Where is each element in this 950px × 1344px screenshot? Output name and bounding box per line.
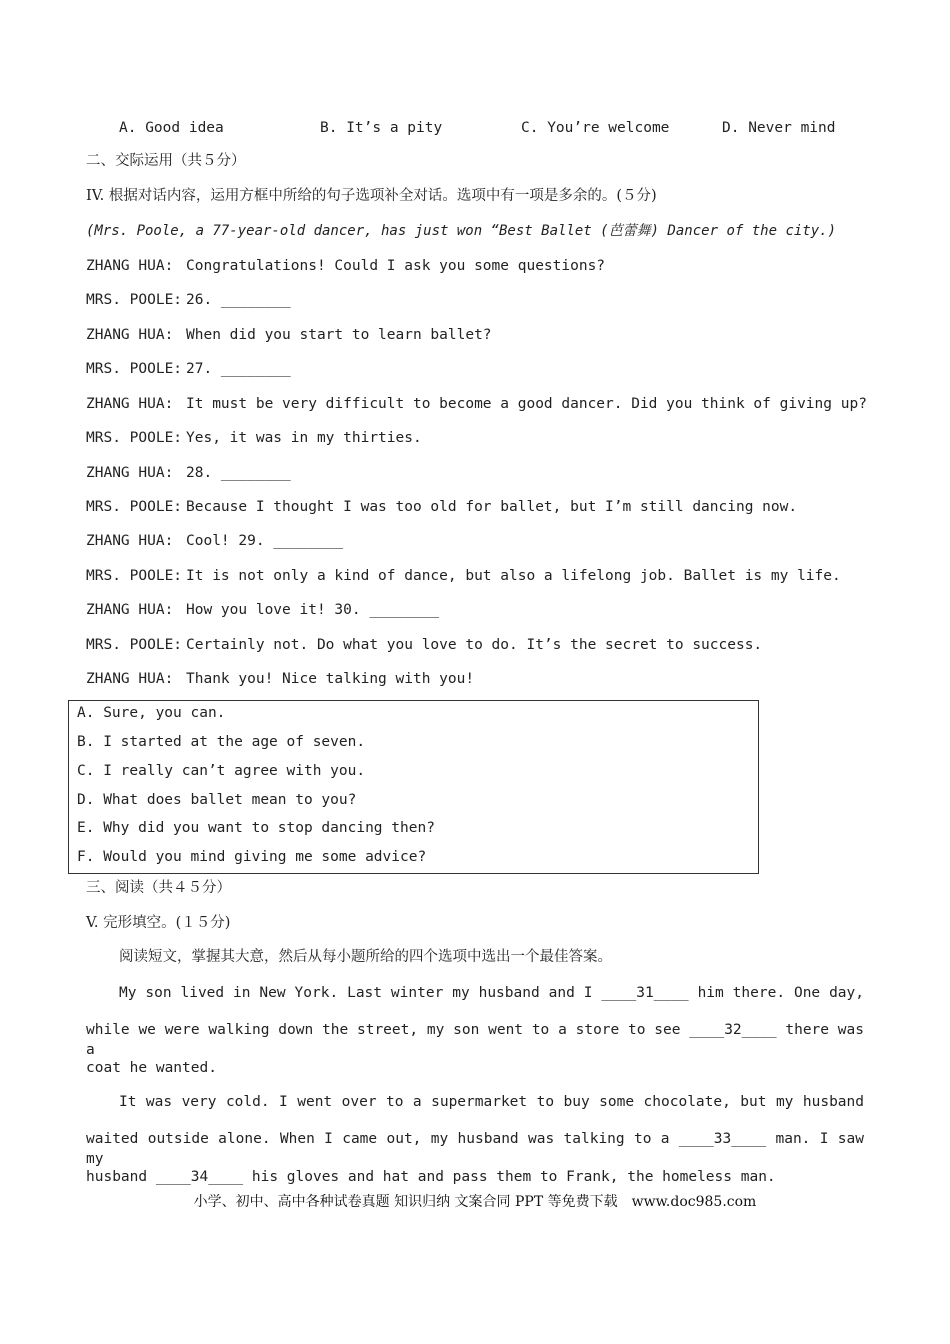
choice-e: E. Why did you want to stop dancing then? [77, 820, 435, 836]
choice-c: C. I really can’t agree with you. [77, 763, 366, 779]
choice-a: A. Sure, you can. [77, 705, 226, 721]
section2-title: 二、交际运用（共５分） [86, 153, 246, 169]
dialogue-line: Thank you! Nice talking with you! [186, 671, 475, 687]
passage-line: husband ____34____ his gloves and hat and pass them to Frank, the homeless man. [86, 1169, 776, 1185]
speaker-label: ZHANG HUA: [86, 602, 174, 618]
option-c: C. You’re welcome [521, 120, 670, 136]
option-a: A. Good idea [119, 120, 224, 136]
part5-title: V. 完形填空。(１５分) [86, 915, 231, 931]
option-b: B. It’s a pity [320, 120, 443, 136]
speaker-label: ZHANG HUA: [86, 327, 174, 343]
dialogue-line: It must be very difficult to become a good dancer. Did you think of giving up? [186, 396, 867, 412]
dialogue-line: How you love it! 30. ________ [186, 602, 440, 618]
speaker-label: MRS. POOLE: [86, 637, 183, 653]
dialogue-line: Certainly not. Do what you love to do. It’s the secret to success. [186, 637, 763, 653]
footer: 小学、初中、高中各种试卷真题 知识归纳 文案合同 PPT 等免费下载 www.doc985.com [193, 1194, 757, 1210]
dialogue-intro: (Mrs. Poole, a 77-year-old dancer, has just won “Best Ballet (芭蕾舞) Dancer of the city.) [86, 223, 837, 239]
option-d: D. Never mind [722, 120, 836, 136]
dialogue-line: Cool! 29. ________ [186, 533, 344, 549]
dialogue-line: 26. ________ [186, 292, 291, 308]
dialogue-line: When did you start to learn ballet? [186, 327, 492, 343]
speaker-label: MRS. POOLE: [86, 430, 183, 446]
dialogue-line: 27. ________ [186, 361, 291, 377]
choice-f: F. Would you mind giving me some advice? [77, 849, 427, 865]
speaker-label: ZHANG HUA: [86, 465, 174, 481]
dialogue-line: Yes, it was in my thirties. [186, 430, 422, 446]
part4-instruction: IV. 根据对话内容，运用方框中所给的句子选项补全对话。选项中有一项是多余的。(５分) [86, 188, 657, 204]
passage-line: It was very cold. I went over to a supermarket to buy some chocolate, but my husband [119, 1094, 864, 1110]
passage-line: while we were walking down the street, my son went to a store to see ____32____ there was a [86, 1022, 864, 1058]
dialogue-line: Congratulations! Could I ask you some questions? [186, 258, 606, 274]
passage-line: coat he wanted. [86, 1060, 217, 1076]
dialogue-line: It is not only a kind of dance, but also a lifelong job. Ballet is my life. [186, 568, 841, 584]
dialogue-line: Because I thought I was too old for ballet, but I’m still dancing now. [186, 499, 798, 515]
choice-d: D. What does ballet mean to you? [77, 792, 357, 808]
choice-b: B. I started at the age of seven. [77, 734, 366, 750]
dialogue-line: 28. ________ [186, 465, 291, 481]
speaker-label: MRS. POOLE: [86, 499, 183, 515]
section3-title: 三、阅读（共４５分） [86, 880, 231, 896]
passage-line: My son lived in New York. Last winter my husband and I ____31____ him there. One day, [119, 985, 864, 1001]
speaker-label: MRS. POOLE: [86, 568, 183, 584]
speaker-label: ZHANG HUA: [86, 396, 174, 412]
speaker-label: ZHANG HUA: [86, 671, 174, 687]
part5-instruction: 阅读短文，掌握其大意，然后从每小题所给的四个选项中选出一个最佳答案。 [119, 949, 612, 965]
passage-line: waited outside alone. When I came out, my husband was talking to a ____33____ man. I saw my [86, 1131, 864, 1167]
speaker-label: MRS. POOLE: [86, 361, 183, 377]
speaker-label: ZHANG HUA: [86, 533, 174, 549]
speaker-label: ZHANG HUA: [86, 258, 174, 274]
speaker-label: MRS. POOLE: [86, 292, 183, 308]
